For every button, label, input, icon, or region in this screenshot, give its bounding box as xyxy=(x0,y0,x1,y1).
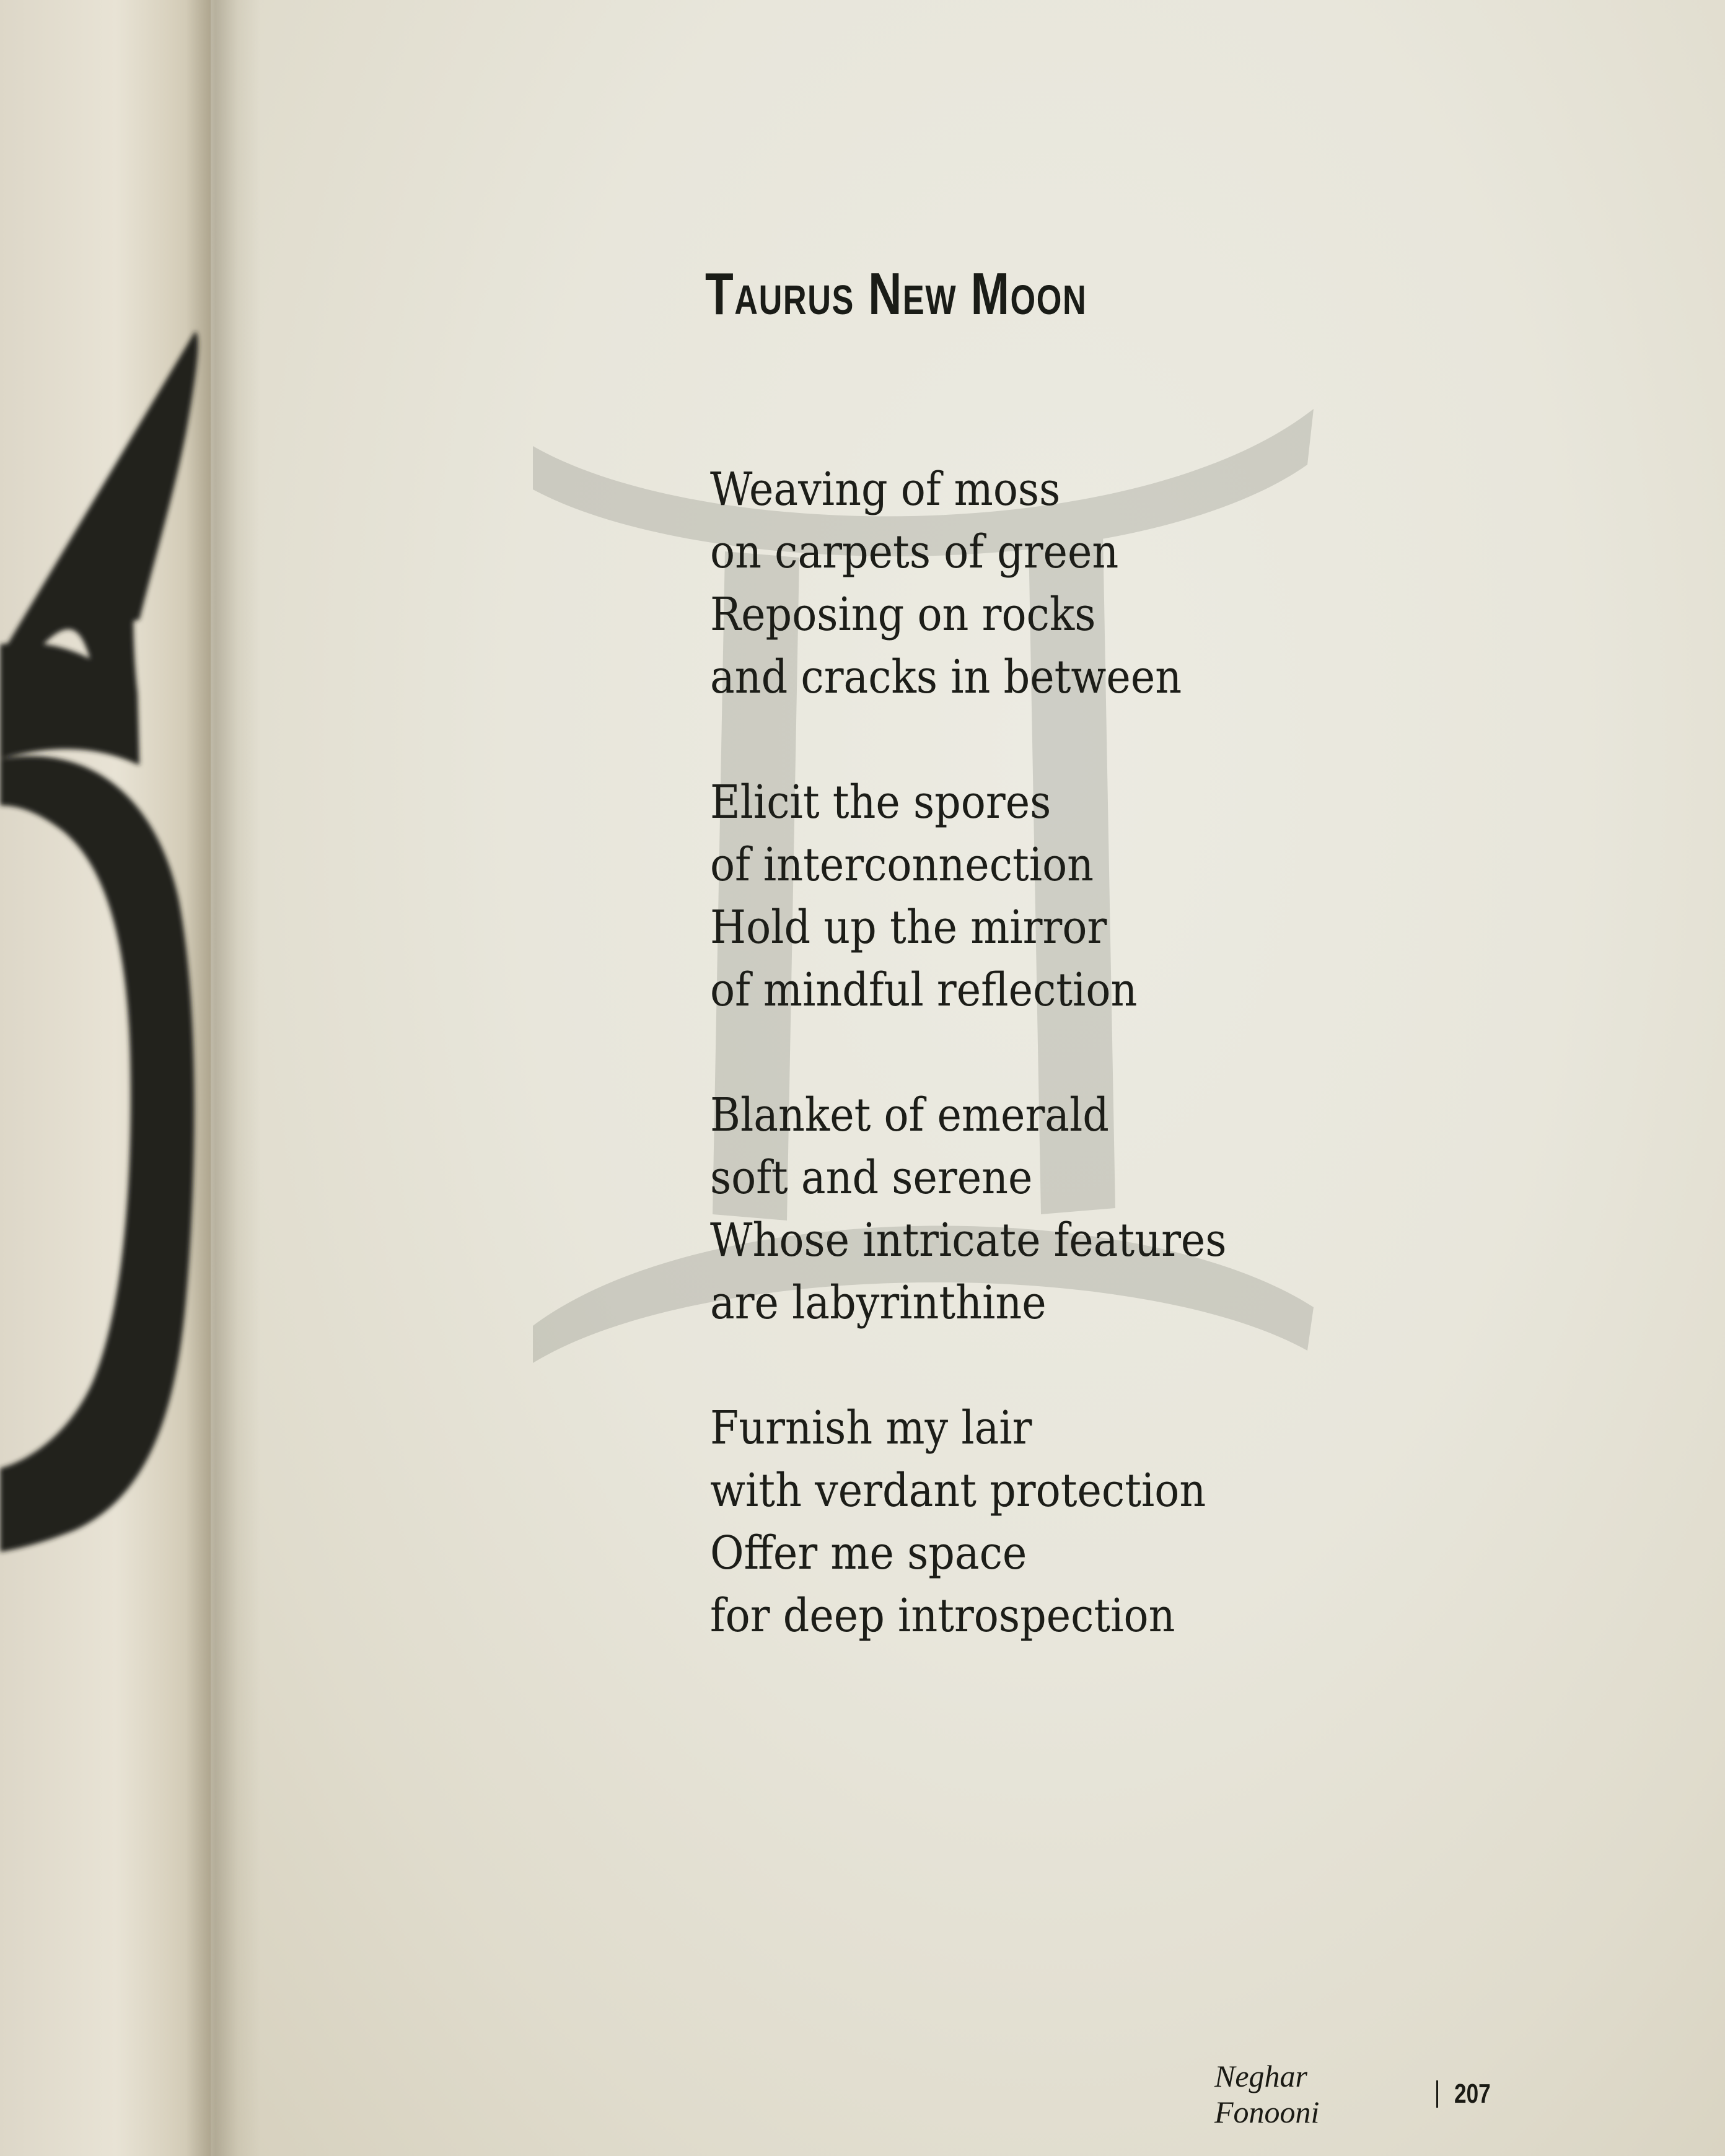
poem-line: are labyrinthine xyxy=(710,1276,1047,1330)
poem-body xyxy=(710,458,1227,1710)
poem-line: Elicit the spores xyxy=(710,776,1051,829)
poem-line: of mindful reflection xyxy=(710,963,1138,1017)
poem-line: on carpets of green xyxy=(710,525,1119,579)
poem-line: Furnish my lair xyxy=(710,1401,1032,1455)
stanza-4 xyxy=(710,1397,1212,1647)
eyeglasses-frame-icon xyxy=(0,0,223,2156)
stanza-1 xyxy=(710,458,1212,709)
poem-line: with verdant protection xyxy=(710,1464,1206,1517)
poem-line: Offer me space xyxy=(710,1527,1027,1580)
poem-line: Weaving of moss xyxy=(710,463,1061,516)
poem-line: of interconnection xyxy=(710,838,1094,892)
page-number: 207 xyxy=(1454,2079,1491,2109)
poem-line: and cracks in between xyxy=(710,651,1182,704)
poem-line: Whose intricate features xyxy=(710,1214,1227,1267)
poem-line: Blanket of emerald xyxy=(710,1089,1109,1142)
poem-line: soft and serene xyxy=(710,1151,1033,1204)
stanza-2 xyxy=(710,771,1212,1022)
stanza-3 xyxy=(710,1084,1227,1334)
poem-line: Hold up the mirror xyxy=(710,901,1107,954)
poem-line: Reposing on rocks xyxy=(710,588,1096,641)
poem-line: for deep introspection xyxy=(710,1589,1175,1642)
author-name: Neghar Fonooni xyxy=(1214,2059,1320,2129)
poem-title: Taurus New Moon xyxy=(705,261,1087,327)
page-footer xyxy=(1214,2059,1499,2129)
footer-separator xyxy=(1436,2080,1438,2108)
